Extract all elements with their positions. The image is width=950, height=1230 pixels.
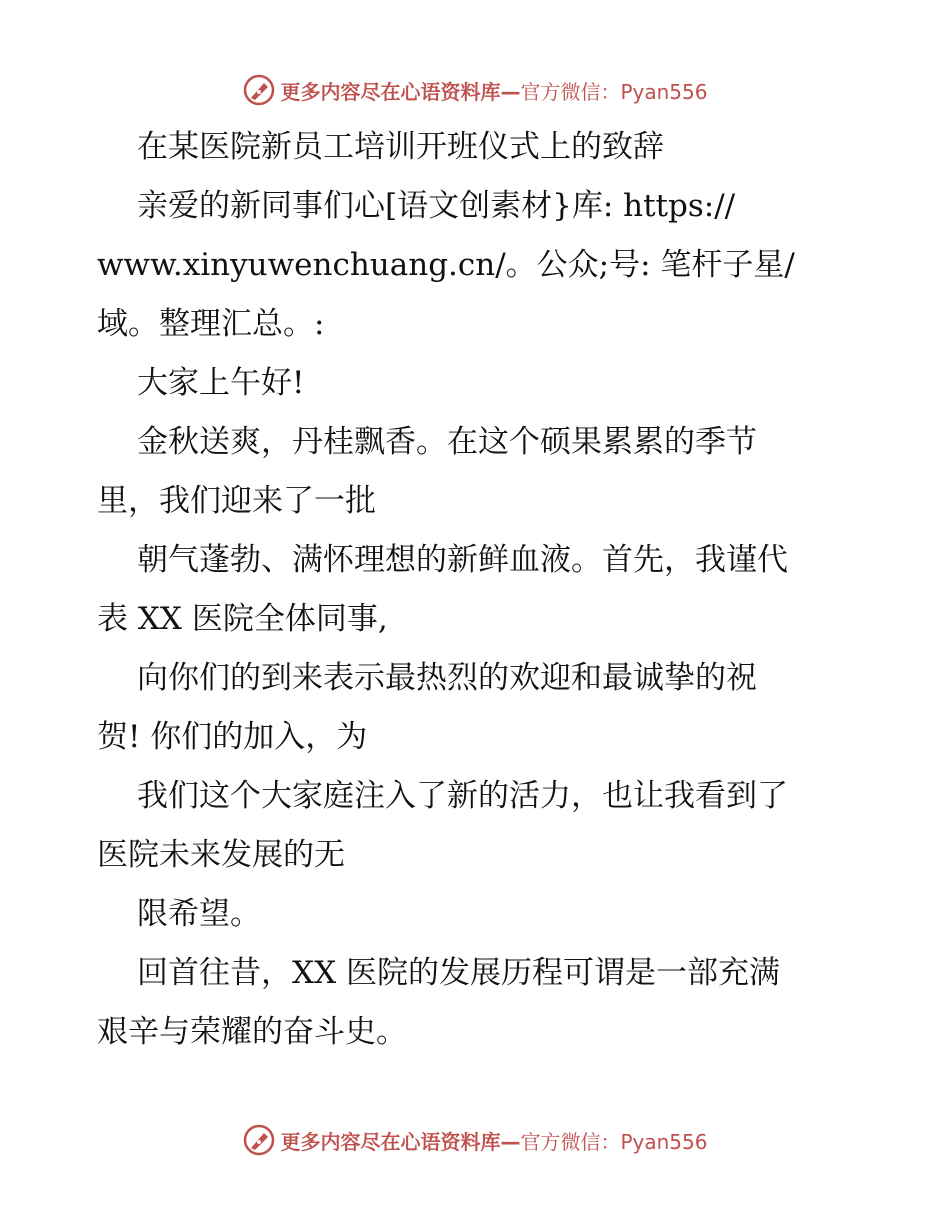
- pen-nib-logo-icon: [242, 73, 276, 107]
- document-line: 朝气蓬勃、满怀理想的新鲜血液。首先，我谨代: [137, 542, 788, 578]
- document-line: 限希望。: [137, 896, 261, 932]
- document-line: 金秋送爽，丹桂飘香。在这个硕果累累的季节: [137, 424, 757, 460]
- document-line: 医院未来发展的无: [97, 837, 345, 873]
- document-title: 在某医院新员工培训开班仪式上的致辞: [137, 129, 664, 165]
- document-line: 向你们的到来表示最热烈的欢迎和最诚挚的祝: [137, 660, 757, 696]
- header-banner-wechat: 官方微信：Pyan556: [520, 79, 708, 104]
- document-line: 贺! 你们的加入，为: [97, 719, 368, 755]
- pen-nib-logo-icon: [242, 1123, 276, 1157]
- footer-banner: [0, 1118, 950, 1162]
- document-body: [97, 118, 867, 1062]
- document-line: 我们这个大家庭注入了新的活力，也让我看到了: [137, 778, 788, 814]
- document-line: 表 XX 医院全体同事,: [97, 601, 388, 637]
- document-line: 域。整理汇总。:: [97, 306, 325, 342]
- header-banner-title: 更多内容尽在心语资料库—: [280, 79, 521, 104]
- footer-banner-wechat: 官方微信：Pyan556: [520, 1129, 708, 1154]
- header-banner-text: [280, 76, 707, 105]
- document-line: 亲爱的新同事们心[语文创素材}库: https://: [137, 188, 736, 224]
- document-line: 艰辛与荣耀的奋斗史。: [97, 1014, 407, 1050]
- header-banner: [0, 68, 950, 112]
- document-line: 大家上午好!: [137, 365, 305, 401]
- footer-banner-title: 更多内容尽在心语资料库—: [280, 1129, 521, 1154]
- document-line: 回首往昔，XX 医院的发展历程可谓是一部充满: [137, 955, 780, 991]
- document-line: www.xinyuwenchuang.cn/。公众;号: 笔杆子星/: [97, 247, 795, 283]
- document-line: 里，我们迎来了一批: [97, 483, 376, 519]
- footer-banner-text: [280, 1126, 707, 1155]
